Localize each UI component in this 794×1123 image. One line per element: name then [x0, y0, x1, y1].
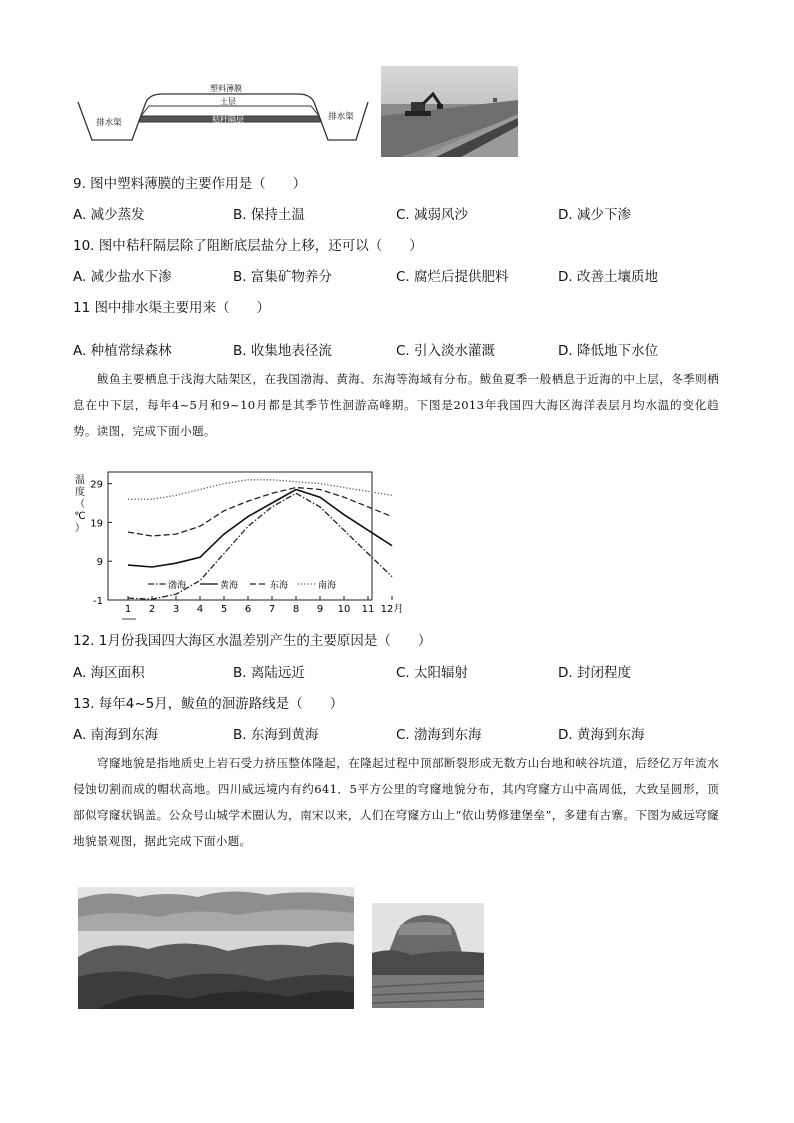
y-label-char: 温 — [75, 475, 85, 486]
q10-option-d[interactable]: D. 改善土壤质地 — [558, 269, 658, 285]
q12-option-a[interactable]: A. 海区面积 — [73, 665, 145, 681]
sea-temperature-chart — [70, 465, 404, 625]
series-line-4 — [128, 480, 392, 499]
q9-option-c[interactable]: C. 减弱风沙 — [396, 207, 469, 223]
q13-option-c[interactable]: C. 渤海到东海 — [396, 727, 482, 743]
y-label-char: ） — [75, 523, 85, 534]
q13-option-d[interactable]: D. 黄海到东海 — [558, 727, 645, 743]
excavator-field-photo — [381, 66, 518, 157]
x-tick-label: 1 — [124, 604, 132, 615]
question-13-stem: 13. 每年4~5月，鲅鱼的洄游路线是（ ） — [73, 696, 344, 712]
q10-option-a[interactable]: A. 减少盐水下渗 — [73, 269, 172, 285]
legend-label: 南海 — [318, 581, 337, 591]
x-tick-label: 11 — [361, 604, 375, 615]
field-cross-section-diagram — [78, 80, 370, 148]
series-line-3 — [128, 488, 392, 537]
question-9-stem: 9. 图中塑料薄膜的主要作用是（ ） — [73, 176, 307, 192]
question-11-stem: 11 图中排水渠主要用来（ ） — [73, 300, 270, 316]
film-label: 塑料薄膜 — [210, 84, 242, 93]
ditch-right-label: 排水渠 — [328, 112, 354, 122]
q11-option-c[interactable]: C. 引入淡水灌溉 — [396, 343, 496, 359]
y-label-char: （ — [75, 499, 85, 510]
chart-y-axis-label — [74, 474, 85, 534]
x-tick-label: 12月 — [380, 604, 404, 615]
q12-option-d[interactable]: D. 封闭程度 — [558, 665, 631, 681]
y-tick-label: 29 — [90, 479, 103, 491]
legend-label: 东海 — [270, 581, 289, 591]
x-tick-label: 2 — [148, 604, 156, 615]
straw-label: 秸秆隔层 — [212, 115, 244, 124]
x-tick-label: 7 — [268, 604, 276, 615]
x-tick-label: 8 — [292, 604, 300, 615]
q9-option-a[interactable]: A. 减少蒸发 — [73, 207, 145, 223]
legend-label: 渤海 — [168, 581, 187, 591]
q13-option-b[interactable]: B. 东海到黄海 — [233, 727, 319, 743]
question-12-stem: 12. 1月份我国四大海区水温差别产生的主要原因是（ ） — [73, 633, 432, 649]
y-label-char: ℃ — [74, 511, 86, 522]
ditch-left-label: 排水渠 — [96, 118, 122, 128]
x-tick-label: 4 — [196, 604, 204, 615]
x-tick-label: 9 — [316, 604, 324, 615]
q10-option-b[interactable]: B. 富集矿物养分 — [233, 269, 332, 285]
chart-legend — [148, 579, 336, 591]
q9-option-d[interactable]: D. 减少下渗 — [558, 207, 631, 223]
passage-mackerel: 鲅鱼主要栖息于浅海大陆架区，在我国渤海、黄海、东海等海域有分布。鲅鱼夏季一般栖息于近海的中上层，冬季则栖息在中下层，每年4~5月和9~10月都是其季节性洄游高峰期。下图是2013年我国四大海区海洋表层月均水温的变化趋势。读图，完成下面小题。 — [73, 372, 719, 438]
question-10-stem: 10. 图中秸秆隔层除了阻断底层盐分上移，还可以（ ） — [73, 238, 423, 254]
y-tick-label: -1 — [93, 596, 103, 607]
q12-option-b[interactable]: B. 离陆远近 — [233, 665, 305, 681]
q12-option-c[interactable]: C. 太阳辐射 — [396, 665, 469, 681]
dome-mesa-photo — [372, 903, 484, 1008]
x-tick-label: 5 — [220, 604, 228, 615]
q11-option-b[interactable]: B. 收集地表径流 — [233, 343, 332, 359]
dome-landform-panorama-photo — [78, 887, 354, 1009]
y-label-char: 度 — [75, 487, 85, 498]
x-tick-label: 10 — [337, 604, 351, 615]
y-tick-label: 9 — [96, 557, 103, 569]
passage-dome-landform: 穹窿地貌是指地质史上岩石受力挤压整体隆起，在隆起过程中顶部断裂形成无数方山台地和峡谷坑道，后经亿万年流水侵蚀切割而成的帽状高地。四川威远境内有约641．5平方公里的穹窿地貌分布，其内穹窿方山中高周低，大致呈圆形，顶部似穹窿状锅盖。公众号山城学术圈认为，南宋以来，人们在穹窿方山上“依山势修建堡垒”，多建有古寨。下图为威远穹窿地貌景观图，据此完成下面小题。 — [73, 756, 719, 848]
x-tick-label: 6 — [244, 604, 252, 615]
q10-option-c[interactable]: C. 腐烂后提供肥料 — [396, 269, 509, 285]
q9-option-b[interactable]: B. 保持土温 — [233, 207, 305, 223]
x-tick-label: 3 — [172, 604, 180, 615]
q11-option-a[interactable]: A. 种植常绿森林 — [73, 343, 172, 359]
soil-label: 土层 — [220, 97, 236, 106]
y-tick-label: 19 — [90, 518, 103, 530]
q13-option-a[interactable]: A. 南海到东海 — [73, 727, 159, 743]
q11-option-d[interactable]: D. 降低地下水位 — [558, 343, 658, 359]
legend-label: 黄海 — [220, 581, 239, 591]
